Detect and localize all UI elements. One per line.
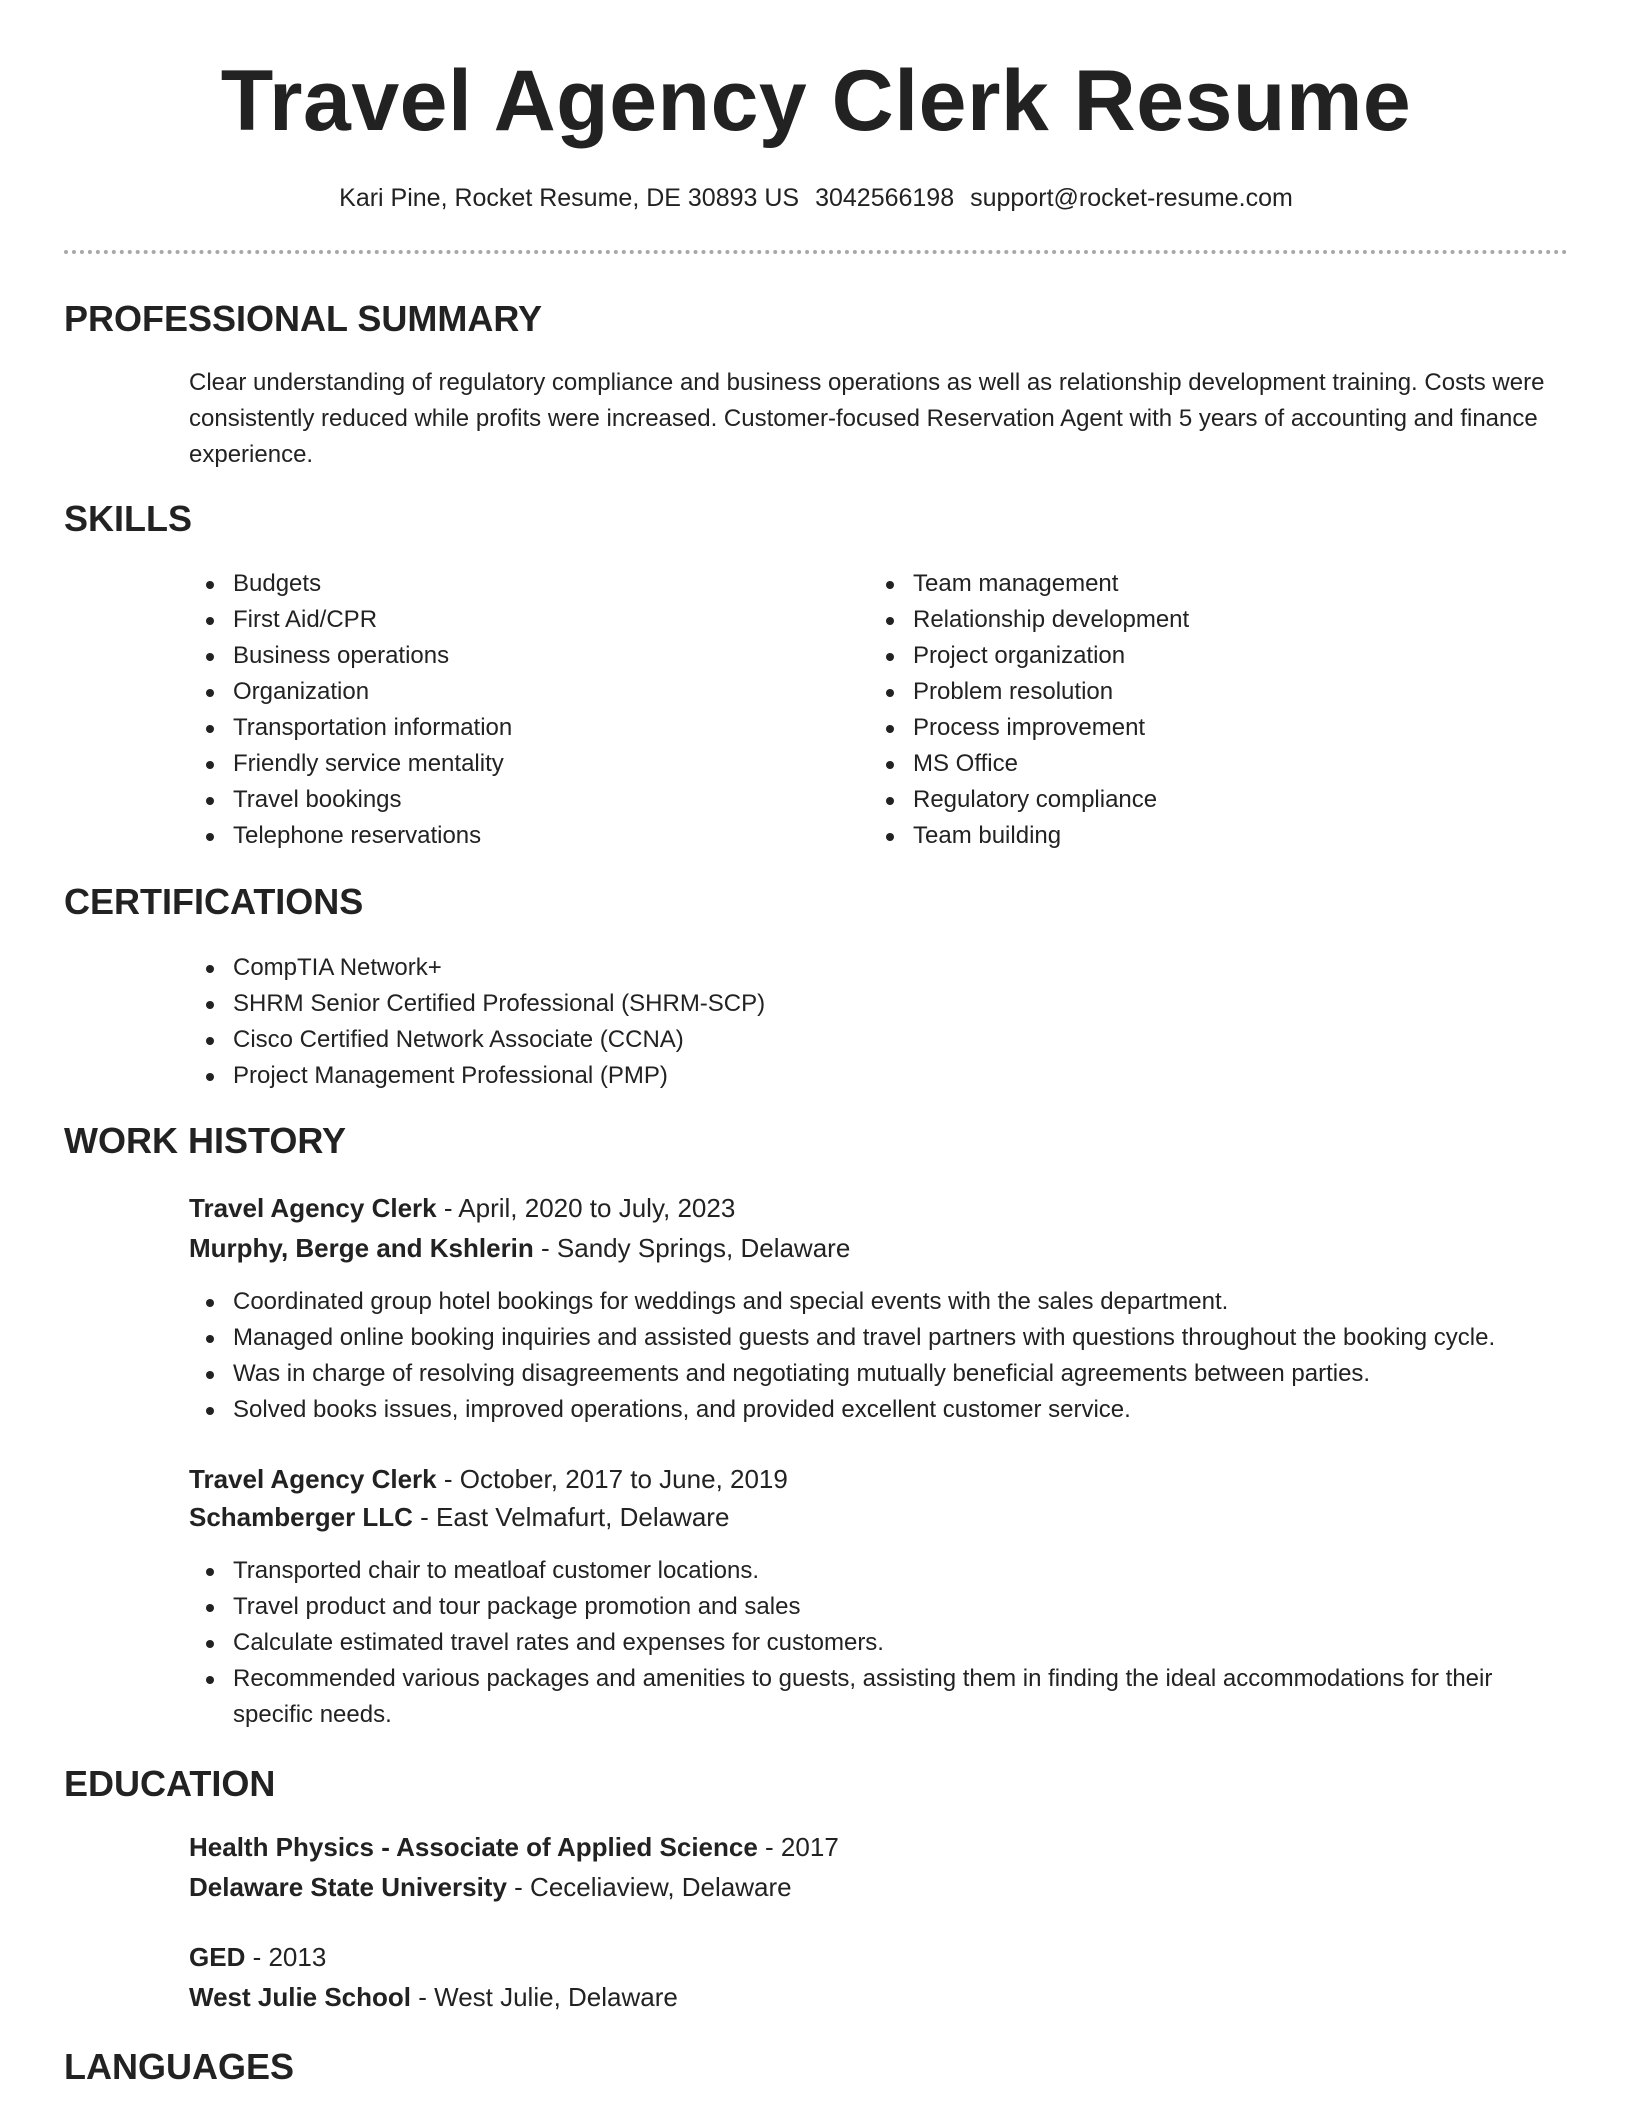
job-bullets bbox=[189, 1284, 1579, 1428]
education-degree-line bbox=[189, 1829, 839, 1865]
skill-item: Project organization bbox=[869, 638, 1509, 674]
job-title-line bbox=[189, 1461, 788, 1497]
certifications-list bbox=[189, 950, 1489, 1094]
job-bullet: Solved books issues, improved operations, and provided excellent customer service. bbox=[189, 1392, 1579, 1428]
summary-text: Clear understanding of regulatory compliance and business operations as well as relationship development training. Costs were consistently reduced while profits were increased. Customer-focused Reservation Agent with 5 years of accounting and finance experience. bbox=[189, 369, 1545, 468]
education-school: West Julie School bbox=[189, 1982, 412, 2012]
skill-item: First Aid/CPR bbox=[189, 602, 829, 638]
education-degree: GED bbox=[189, 1942, 246, 1972]
contact-phone: 3042566198 bbox=[815, 184, 955, 212]
contact-address: Kari Pine, Rocket Resume, DE 30893 US bbox=[339, 184, 800, 212]
skill-item: Problem resolution bbox=[869, 674, 1509, 710]
education-degree: Health Physics - Associate of Applied Science bbox=[189, 1832, 758, 1862]
job-bullets bbox=[189, 1553, 1579, 1733]
skill-item: Relationship development bbox=[869, 602, 1509, 638]
skill-item: Travel bookings bbox=[189, 782, 829, 818]
job-dates: - October, 2017 to June, 2019 bbox=[436, 1464, 788, 1494]
job-bullet: Travel product and tour package promotion and sales bbox=[189, 1589, 1579, 1625]
job-bullet: Transported chair to meatloaf customer locations. bbox=[189, 1553, 1579, 1589]
certification-item: SHRM Senior Certified Professional (SHRM-SCP) bbox=[189, 986, 1489, 1022]
job-company-line bbox=[189, 1230, 850, 1266]
job-bullet: Calculate estimated travel rates and expenses for customers. bbox=[189, 1625, 1579, 1661]
job-location: - East Velmafurt, Delaware bbox=[412, 1502, 730, 1532]
skill-item: Telephone reservations bbox=[189, 818, 829, 854]
section-heading-education: EDUCATION bbox=[64, 1763, 276, 1804]
skills-list-left bbox=[189, 566, 829, 854]
skill-item: Friendly service mentality bbox=[189, 746, 829, 782]
certification-item: Cisco Certified Network Associate (CCNA) bbox=[189, 1022, 1489, 1058]
education-location: - West Julie, Delaware bbox=[411, 1982, 678, 2012]
section-heading-certifications: CERTIFICATIONS bbox=[64, 881, 364, 922]
education-school-line bbox=[189, 1869, 792, 1905]
section-heading-languages: LANGUAGES bbox=[64, 2046, 295, 2087]
skill-item: MS Office bbox=[869, 746, 1509, 782]
contact-line bbox=[0, 183, 1632, 213]
section-heading-work-history: WORK HISTORY bbox=[64, 1120, 347, 1161]
job-bullet: Managed online booking inquiries and assisted guests and travel partners with questions throughout the booking cycle. bbox=[189, 1320, 1579, 1356]
skill-item: Budgets bbox=[189, 566, 829, 602]
section-heading-skills: SKILLS bbox=[64, 498, 193, 539]
header-divider bbox=[64, 250, 1568, 254]
education-degree-line bbox=[189, 1939, 326, 1975]
job-bullet: Recommended various packages and amenities to guests, assisting them in finding the ideal accommodations for their specific needs. bbox=[189, 1661, 1579, 1733]
skill-item: Team building bbox=[869, 818, 1509, 854]
resume-title: Travel Agency Clerk Resume bbox=[220, 53, 1412, 149]
education-year: - 2013 bbox=[245, 1942, 327, 1972]
job-bullet: Coordinated group hotel bookings for weddings and special events with the sales department. bbox=[189, 1284, 1579, 1320]
certification-item: Project Management Professional (PMP) bbox=[189, 1058, 1489, 1094]
job-dates: - April, 2020 to July, 2023 bbox=[436, 1193, 736, 1223]
skill-item: Business operations bbox=[189, 638, 829, 674]
job-title: Travel Agency Clerk bbox=[189, 1193, 437, 1223]
education-school: Delaware State University bbox=[189, 1872, 507, 1902]
job-location: - Sandy Springs, Delaware bbox=[533, 1233, 851, 1263]
job-title: Travel Agency Clerk bbox=[189, 1464, 437, 1494]
skills-list-right bbox=[869, 566, 1509, 854]
job-company: Murphy, Berge and Kshlerin bbox=[189, 1233, 534, 1263]
skill-item: Organization bbox=[189, 674, 829, 710]
contact-email[interactable]: support@rocket-resume.com bbox=[970, 184, 1293, 212]
certification-item: CompTIA Network+ bbox=[189, 950, 1489, 986]
skill-item: Process improvement bbox=[869, 710, 1509, 746]
skill-item: Team management bbox=[869, 566, 1509, 602]
skill-item: Regulatory compliance bbox=[869, 782, 1509, 818]
job-title-line bbox=[189, 1190, 735, 1226]
section-heading-summary: PROFESSIONAL SUMMARY bbox=[64, 298, 543, 339]
skill-item: Transportation information bbox=[189, 710, 829, 746]
job-company: Schamberger LLC bbox=[189, 1502, 413, 1532]
education-year: - 2017 bbox=[757, 1832, 839, 1862]
job-company-line bbox=[189, 1499, 729, 1535]
education-location: - Ceceliaview, Delaware bbox=[506, 1872, 792, 1902]
job-bullet: Was in charge of resolving disagreements and negotiating mutually beneficial agreements between parties. bbox=[189, 1356, 1579, 1392]
education-school-line bbox=[189, 1979, 678, 2015]
